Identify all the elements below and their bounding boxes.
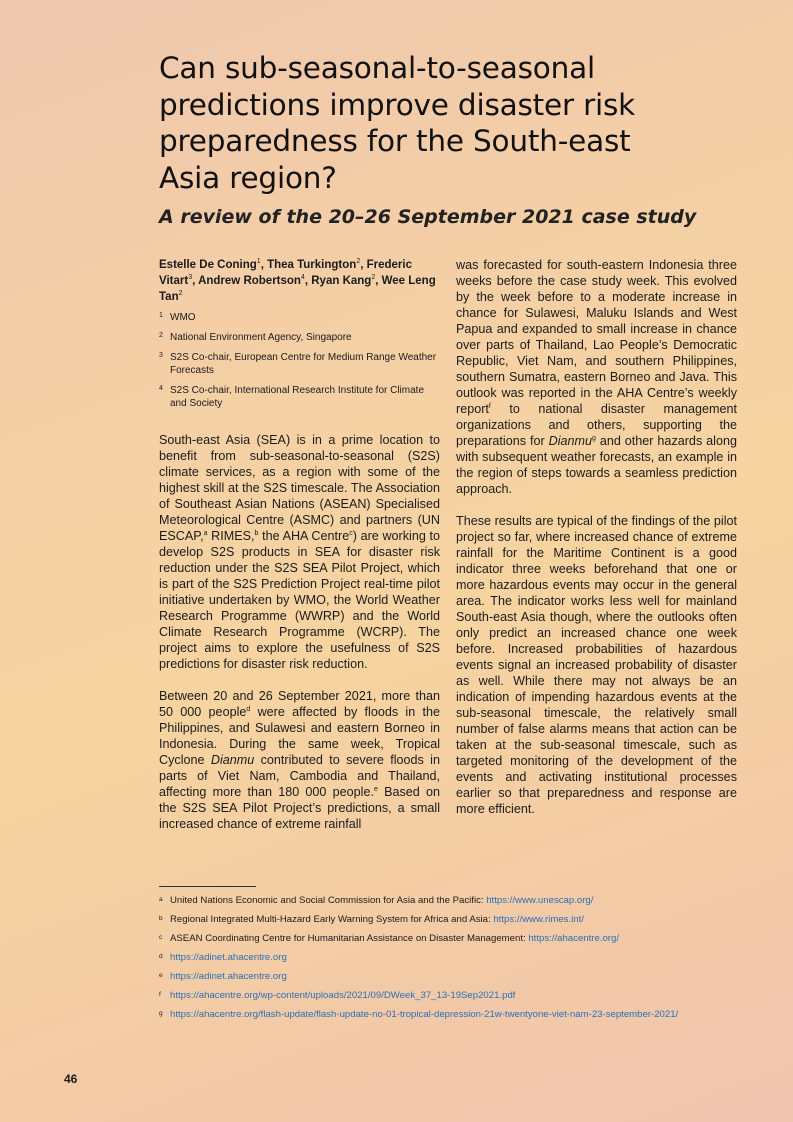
affiliation-text: S2S Co-chair, International Research Institute for Climate and Society <box>170 385 425 409</box>
footnote <box>159 914 699 927</box>
author: Ryan Kang <box>311 275 372 287</box>
paragraph-text: Based on the S2S SEA Pilot Project’s predictions, a small increased chance of extreme rainfall <box>159 785 441 831</box>
footnote-letter: e <box>159 972 163 979</box>
affiliation-text: S2S Co-chair, European Centre for Medium Range Weather Forecasts <box>170 352 437 376</box>
footnote <box>159 952 699 965</box>
cyclone-name: Dianmu <box>210 753 255 767</box>
paragraph-text: was forecasted for south-eastern Indonesia three weeks before the case study week. This evolved by the week before to a moderate increase in chance for Sulawesi, Maluku Islands and West Papua and expanded to small increase in chance over parts of Thailand, Lao People’s Democratic Republic, Viet Nam, and southern Philippines, southern Sumatra, eastern Borneo and Java. This outlook was reported in the AHA Centre’s weekly report <box>456 258 737 416</box>
affiliation-number: 4 <box>159 385 163 392</box>
affiliation <box>159 331 440 344</box>
affiliation-number: 3 <box>159 352 163 359</box>
page-number: 46 <box>64 1072 78 1086</box>
footnote <box>159 971 699 984</box>
footnote-divider <box>159 886 256 887</box>
author: Andrew Robertson <box>198 275 301 287</box>
author-affiliation-mark: 2 <box>356 258 361 266</box>
cyclone-name: Dianmu <box>548 434 592 448</box>
author-separator: , <box>260 259 268 271</box>
footnote-letter: a <box>159 896 163 903</box>
footnote-text: ASEAN Coordinating Centre for Humanitarian Assistance on Disaster Management: <box>170 933 529 944</box>
paragraph-text: were affected by floods in the Philippines, and Sulawesi and eastern Borneo in Indonesia. During the same week, Tropical Cyclone <box>159 705 441 767</box>
affiliation-number: 2 <box>159 332 163 339</box>
author-affiliation-mark: 3 <box>188 274 193 282</box>
footnote-mark: e <box>373 785 378 793</box>
footnote-letter: f <box>159 991 161 998</box>
footnote-mark: a <box>203 529 208 537</box>
body-paragraph <box>159 432 440 672</box>
author-affiliation-mark: 2 <box>371 274 376 282</box>
article-title: Can sub-seasonal-to-seasonal predictions improve disaster risk preparedness for the South-east Asia region? <box>159 51 636 195</box>
author: Frederic Vitart <box>159 259 412 287</box>
paragraph-text: contributed to severe floods in parts of Viet Nam, Cambodia and Thailand, affecting more than 180 000 people. <box>159 753 440 799</box>
author-separator: , <box>375 275 382 287</box>
paragraph-text: to national disaster management organizations and others, supporting the preparations for <box>456 402 737 448</box>
footnote <box>159 933 699 946</box>
paragraph-text: ) are working to develop S2S products in SEA for disaster risk reduction under the S2S SEA Pilot Project, which is part of the S2S Prediction Project real-time pilot initiative undertaken by WMO, the World Weather Research Programme (WWRP) and the World Climate Research Programme (WCRP). The project aims to explore the usefulness of S2S predictions for disaster risk reduction. <box>159 529 441 671</box>
footnote <box>159 1009 699 1022</box>
author-affiliation-mark: 4 <box>300 274 305 282</box>
affiliation <box>159 311 440 324</box>
author: Estelle De Coning <box>159 259 257 271</box>
footnote-mark: b <box>254 529 259 537</box>
author-separator: , <box>360 259 367 271</box>
author-list <box>159 257 440 305</box>
paragraph-text: and other hazards along with subsequent weather forecasts, an example in the region of steps towards a seamless prediction approach. <box>456 434 737 496</box>
article-subtitle: A review of the 20–26 September 2021 case study <box>159 206 697 228</box>
footnote-text: United Nations Economic and Social Commission for Asia and the Pacific: <box>170 895 487 906</box>
footnote-link[interactable]: https://adinet.ahacentre.org <box>170 952 287 963</box>
paragraph-text: Between 20 and 26 September 2021, more than 50 000 people <box>159 689 440 719</box>
affiliation <box>159 351 440 377</box>
footnote-link[interactable]: https://www.rimes.int/ <box>493 914 584 925</box>
author-affiliation-mark: 1 <box>256 258 261 266</box>
body-paragraph <box>159 688 440 832</box>
author-affiliation-mark: 2 <box>178 290 183 298</box>
footnote <box>159 990 699 1003</box>
author: Thea Turkington <box>267 259 357 271</box>
paragraph-text: RIMES, <box>207 529 255 543</box>
footnote-mark: f <box>488 402 491 410</box>
author: Wee Leng Tan <box>159 275 436 303</box>
affiliation-number: 1 <box>159 312 163 319</box>
footnote-mark: c <box>349 529 353 537</box>
footnote-text: Regional Integrated Multi-Hazard Early Warning System for Africa and Asia: <box>170 914 494 925</box>
footnote-letter: c <box>159 934 163 941</box>
affiliation-text: National Environment Agency, Singapore <box>170 332 352 343</box>
right-column <box>456 257 737 833</box>
author-separator: , <box>304 275 312 287</box>
footnote <box>159 895 699 908</box>
footnote-mark: d <box>246 705 251 713</box>
footnote-letter: b <box>159 915 163 922</box>
footnote-link[interactable]: https://ahacentre.org/ <box>528 933 620 944</box>
paragraph-text: the AHA Centre <box>258 529 350 543</box>
footnote-letter: d <box>159 953 163 960</box>
body-paragraph <box>456 257 737 497</box>
left-column <box>159 257 440 848</box>
footnote-link[interactable]: https://ahacentre.org/wp-content/uploads/2021/09/DWeek_37_13-19Sep2021.pdf <box>170 990 516 1001</box>
footnote-link[interactable]: https://ahacentre.org/flash-update/flash-update-no-01-tropical-depression-21w-twentyone-viet-nam-23-september-2021/ <box>170 1009 679 1020</box>
paragraph-text: South-east Asia (SEA) is in a prime location to benefit from sub-seasonal-to-seasonal (S2S) climate services, as a region with some of the highest skill at the S2S timescale. The Association of Southeast Asian Nations (ASEAN) Specialised Meteorological Centre (ASMC) and partners (UN ESCAP, <box>159 433 440 543</box>
author-separator: , <box>192 275 199 287</box>
affiliation-text: WMO <box>170 312 196 323</box>
footnote-mark: g <box>592 434 596 442</box>
footnote-list <box>159 895 699 1028</box>
footnote-letter: g <box>159 1010 163 1017</box>
affiliation <box>159 384 440 410</box>
footnote-link[interactable]: https://adinet.ahacentre.org <box>170 971 287 982</box>
footnote-link[interactable]: https://www.unescap.org/ <box>486 895 594 906</box>
body-paragraph: These results are typical of the findings of the pilot project so far, where increased chance of extreme rainfall for the Maritime Continent is a good indicator three weeks beforehand that one or more hazardous events may occur in the general area. The indicator works less well for mainland South-east Asia though, where the outlooks often only predict an increased chance one week before. Increased probabilities of hazardous events signal an increased probability of disaster as well. While there may not always be an indication of impending hazardous events at the sub-seasonal timescale, the relatively small number of false alarms means that action can be taken at the sub-seasonal timescale, such as targeted monitoring of the development of the events and activating institutional processes earlier so that preparedness and response are more efficient. <box>456 514 737 816</box>
